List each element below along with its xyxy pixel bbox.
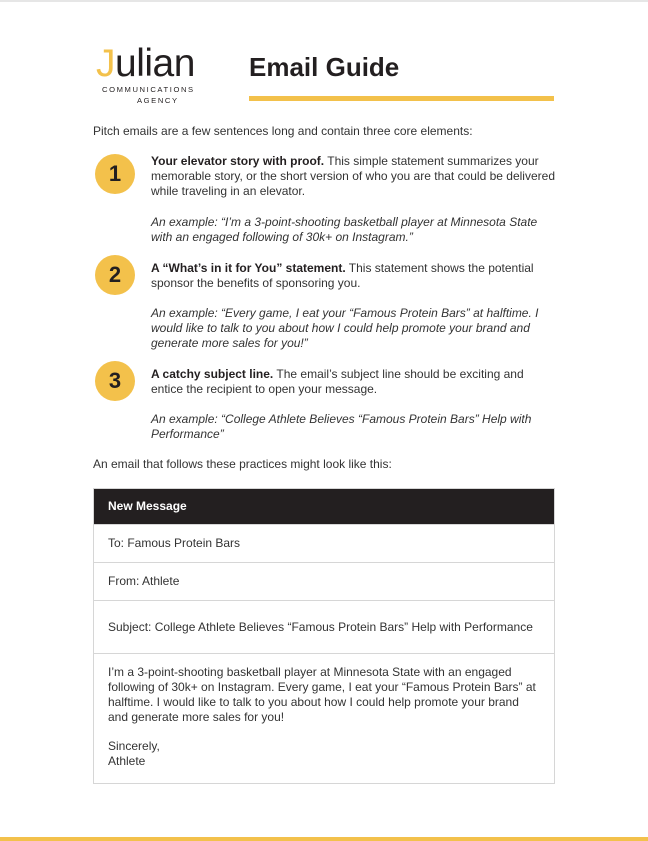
email-to-text: To: Famous Protein Bars [108,536,241,550]
step-3-heading: A catchy subject line. [151,367,274,381]
step-2-text: This statement shows the potential sponsor the benefits of sponsoring you. [151,261,534,290]
step-1-description [151,154,556,199]
step-3-badge: 3 [95,361,135,401]
agency-logo [96,44,220,104]
email-signoff: Sincerely, [108,739,160,753]
email-body-text: I’m a 3-point-shooting basketball player at Minnesota State with an engaged following of 30k+ on Instagram. Every game, I eat your “Famous Protein Bars” at halftime. I would like to talk to you about how I could help promote your brand and generate more sales for you! [108,665,536,724]
step-3-description [151,367,556,397]
step-3-text: The email’s subject line should be exciting and entice the recipient to open your message. [151,367,524,396]
email-signature: Athlete [108,754,146,768]
closing-text: An email that follows these practices might look like this: [93,457,392,471]
logo-subline-1: COMMUNICATIONS [102,85,195,94]
step-1-heading: Your elevator story with proof. [151,154,325,168]
intro-text: Pitch emails are a few sentences long and contain three core elements: [93,124,473,138]
bottom-divider [0,837,648,841]
step-1-text: This simple statement summarizes your memorable story, or the short version of who you are that could be delivered while traveling in an elevator. [151,154,555,198]
step-3-example: An example: “College Athlete Believes “Famous Protein Bars” Help with Performance” [151,412,532,441]
step-1-badge: 1 [95,154,135,194]
step-1-example: An example: “I’m a 3-point-shooting basketball player at Minnesota State with an engaged following of 30k+ on Instagram.” [151,215,538,244]
step-2-badge: 2 [95,255,135,295]
logo-accent-letter: J [96,42,115,85]
top-divider [0,0,648,2]
step-2-heading: A “What’s in it for You” statement. [151,261,346,275]
page-title: Email Guide [249,52,400,82]
logo-word-rest: ulian [115,42,195,85]
logo-wordmark [96,44,195,84]
email-from-text: From: Athlete [108,574,180,588]
logo-subline-2: AGENCY [137,96,179,105]
step-2-example: An example: “Every game, I eat your “Famous Protein Bars” at halftime. I would like to talk to you about how I could help promote your brand and generate more sales for you!” [151,306,539,350]
email-subject-text: Subject: College Athlete Believes “Famous Protein Bars” Help with Performance [108,619,533,634]
email-header: New Message [94,489,554,524]
step-2-description [151,261,556,291]
email-subject-field [94,600,554,653]
email-body [94,653,554,783]
email-from-field [94,562,554,600]
title-underline [249,96,554,101]
email-to-field [94,524,554,562]
email-mockup [93,488,555,784]
